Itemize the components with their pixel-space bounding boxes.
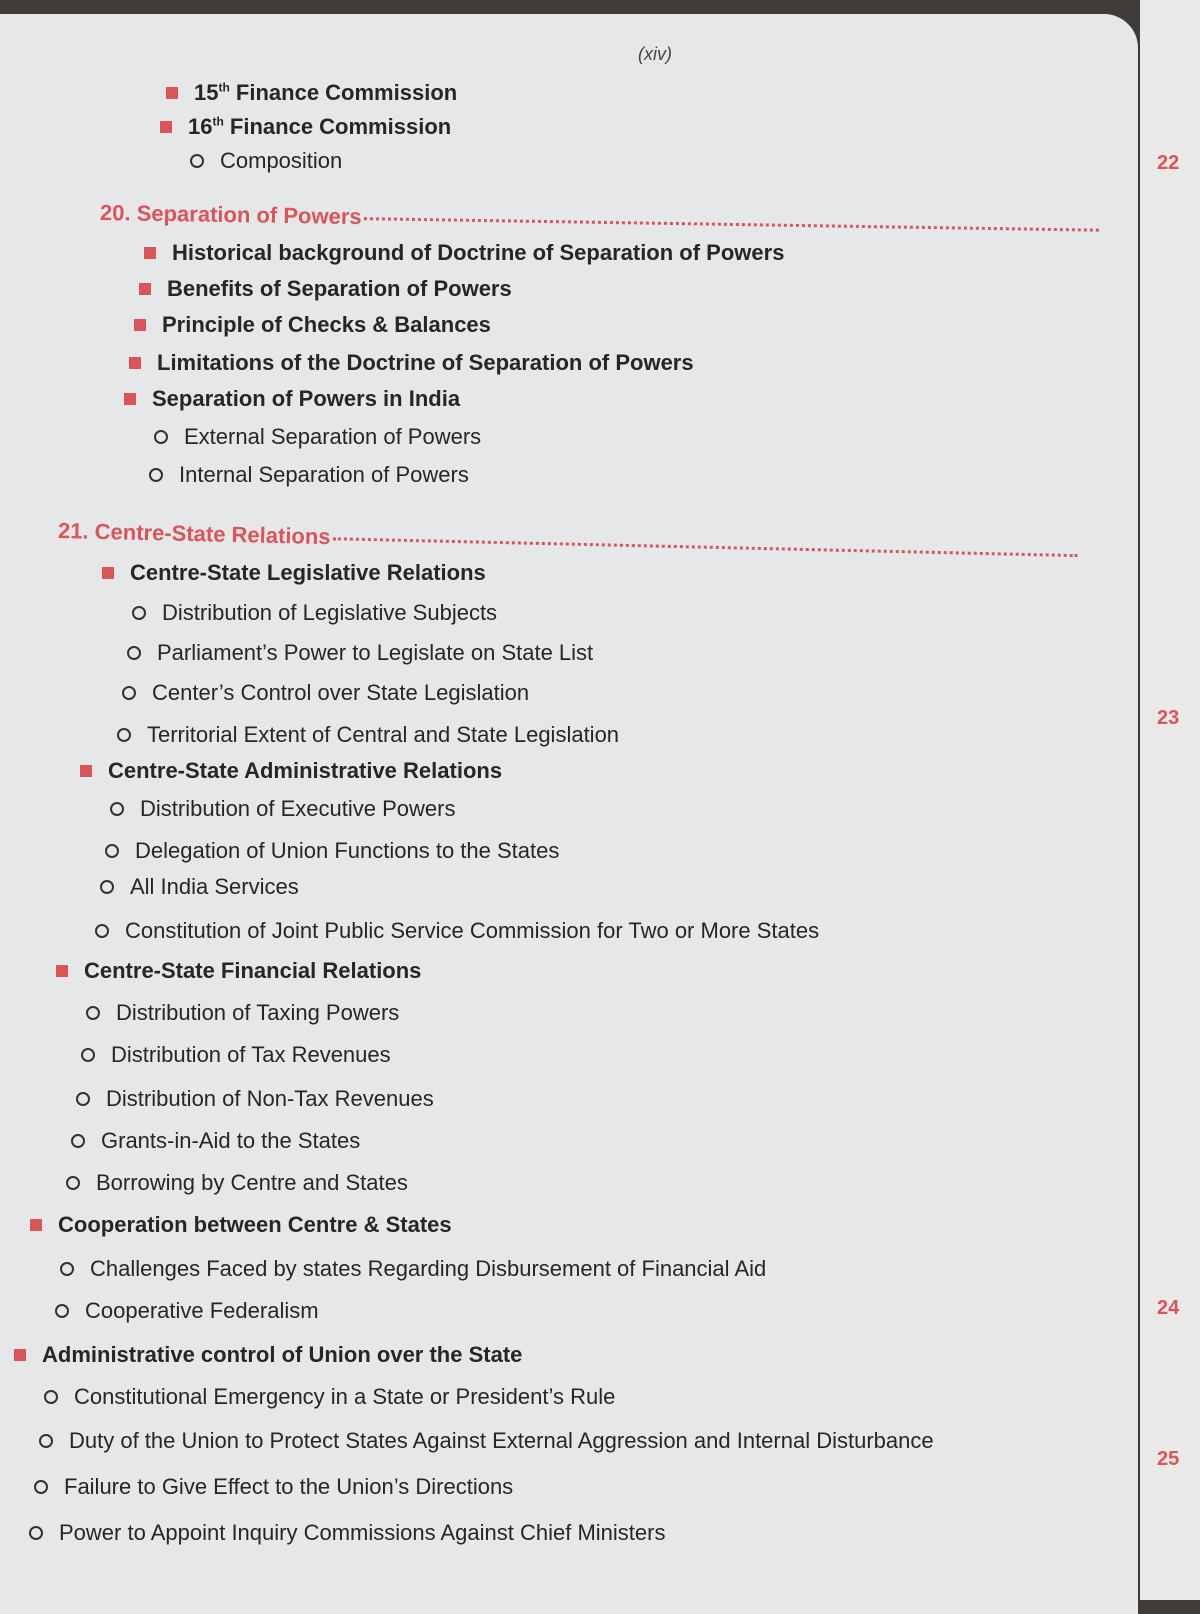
chapter-heading: 20. Separation of Powers [100, 200, 1099, 242]
dotted-leader [364, 217, 1099, 232]
margin-page-number: 23 [1157, 707, 1180, 729]
toc-subitem: Territorial Extent of Central and State Legislation [117, 722, 619, 748]
section-label: 16th Finance Commission [188, 114, 452, 139]
circle-bullet-icon [71, 1134, 85, 1148]
square-bullet-icon [160, 121, 172, 133]
circle-bullet-icon [154, 430, 168, 444]
circle-bullet-icon [105, 844, 119, 858]
square-bullet-icon [102, 567, 114, 579]
toc-subitem: External Separation of Powers [154, 424, 481, 450]
circle-bullet-icon [66, 1176, 80, 1190]
circle-bullet-icon [122, 686, 136, 700]
toc-section: Limitations of the Doctrine of Separation of Powers [129, 350, 694, 376]
toc-subitem: All India Services [100, 874, 299, 900]
circle-bullet-icon [110, 802, 124, 816]
toc-section [160, 114, 451, 140]
toc-subitem: Cooperative Federalism [55, 1298, 319, 1324]
toc-subitem: Delegation of Union Functions to the States [105, 838, 559, 864]
square-bullet-icon [56, 965, 68, 977]
toc-subitem: Grants-in-Aid to the States [71, 1128, 360, 1154]
circle-bullet-icon [44, 1390, 58, 1404]
toc-subitem: Distribution of Executive Powers [110, 796, 455, 822]
square-bullet-icon [144, 247, 156, 259]
chapter-heading: 21. Centre-State Relations [58, 518, 1078, 567]
toc-subitem: Constitutional Emergency in a State or President’s Rule [44, 1384, 615, 1410]
circle-bullet-icon [55, 1304, 69, 1318]
margin-page-number: 24 [1157, 1297, 1180, 1319]
toc-subitem: Distribution of Legislative Subjects [132, 600, 497, 626]
circle-bullet-icon [39, 1434, 53, 1448]
toc-section: Principle of Checks & Balances [134, 312, 491, 338]
toc-subitem: Distribution of Non-Tax Revenues [76, 1086, 434, 1112]
toc-subitem: Composition [190, 148, 342, 174]
toc-section: Administrative control of Union over the State [14, 1342, 522, 1368]
circle-bullet-icon [190, 154, 204, 168]
toc-section: Historical background of Doctrine of Separation of Powers [144, 240, 784, 266]
square-bullet-icon [14, 1349, 26, 1361]
circle-bullet-icon [29, 1526, 43, 1540]
toc-subitem: Power to Appoint Inquiry Commissions Against Chief Ministers [29, 1520, 665, 1546]
toc-section: Centre-State Legislative Relations [102, 560, 486, 586]
square-bullet-icon [80, 765, 92, 777]
toc-subitem: Failure to Give Effect to the Union’s Directions [34, 1474, 513, 1500]
toc-subitem: Duty of the Union to Protect States Against External Aggression and Internal Disturbance [39, 1428, 934, 1454]
margin-page-number: 25 [1157, 1448, 1180, 1470]
square-bullet-icon [166, 87, 178, 99]
circle-bullet-icon [81, 1048, 95, 1062]
circle-bullet-icon [76, 1092, 90, 1106]
toc-section [166, 80, 457, 106]
square-bullet-icon [134, 319, 146, 331]
toc-subitem: Distribution of Tax Revenues [81, 1042, 391, 1068]
square-bullet-icon [30, 1219, 42, 1231]
square-bullet-icon [139, 283, 151, 295]
toc-subitem: Parliament’s Power to Legislate on State List [127, 640, 593, 666]
toc-section: Cooperation between Centre & States [30, 1212, 452, 1238]
toc-section: Separation of Powers in India [124, 386, 460, 412]
circle-bullet-icon [86, 1006, 100, 1020]
margin-page-number: 22 [1157, 152, 1180, 174]
circle-bullet-icon [132, 606, 146, 620]
toc-subitem: Constitution of Joint Public Service Commission for Two or More States [95, 918, 819, 944]
toc-subitem: Distribution of Taxing Powers [86, 1000, 399, 1026]
toc-section: Centre-State Administrative Relations [80, 758, 502, 784]
circle-bullet-icon [95, 924, 109, 938]
circle-bullet-icon [127, 646, 141, 660]
toc-subitem: Internal Separation of Powers [149, 462, 469, 488]
square-bullet-icon [124, 393, 136, 405]
facing-page-edge [1140, 0, 1200, 1600]
circle-bullet-icon [117, 728, 131, 742]
page-number: (xiv) [638, 44, 672, 64]
circle-bullet-icon [34, 1480, 48, 1494]
circle-bullet-icon [149, 468, 163, 482]
circle-bullet-icon [60, 1262, 74, 1276]
square-bullet-icon [129, 357, 141, 369]
toc-section: Benefits of Separation of Powers [139, 276, 512, 302]
circle-bullet-icon [100, 880, 114, 894]
toc-subitem: Borrowing by Centre and States [66, 1170, 408, 1196]
section-label: 15th Finance Commission [194, 80, 458, 105]
toc-subitem: Center’s Control over State Legislation [122, 680, 529, 706]
toc-subitem: Challenges Faced by states Regarding Disbursement of Financial Aid [60, 1256, 766, 1282]
toc-section: Centre-State Financial Relations [56, 958, 421, 984]
